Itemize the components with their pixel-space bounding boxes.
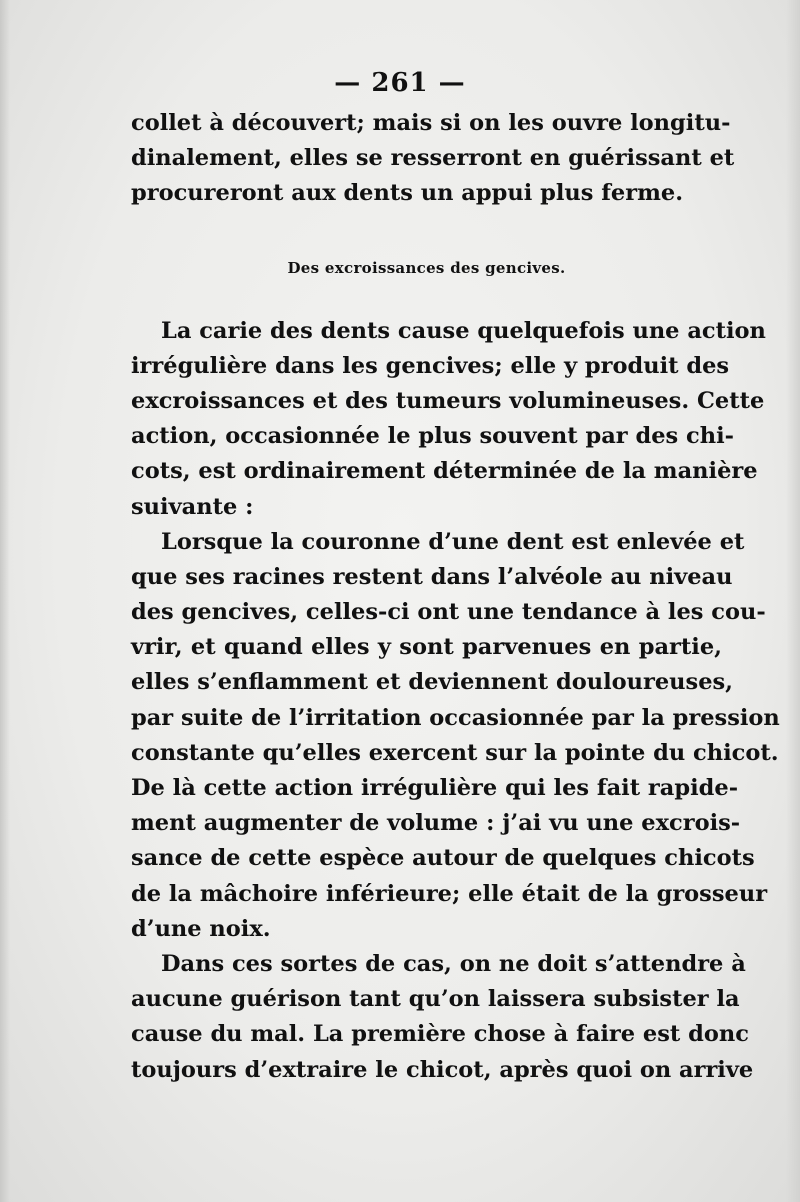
text-line: Lorsque la couronne d’une dent est enlevée et [161,528,745,555]
text-line: des gencives, celles-ci ont une tendance à les cou- [131,599,766,626]
text-line: cause du mal. La première chose à faire est donc [131,1021,749,1048]
text-line: elles s’enflamment et deviennent douloureuses, [131,669,734,696]
text-line: excroissances et des tumeurs volumineuses. Cette [131,387,765,414]
page-number: — 261 — [334,68,466,98]
paragraph-1 [131,106,735,212]
text-line: irrégulière dans les gencives; elle y produit des [131,352,730,379]
text-line: de la mâchoire inférieure; elle était de la grosseur [131,880,768,907]
text-line: procureront aux dents un appui plus ferme. [131,180,684,207]
page-edge-left [0,0,10,1202]
text-line: suivante : [131,493,254,520]
paragraph-2 [131,314,766,525]
text-line: vrir, et quand elles y sont parvenues en partie, [131,634,722,661]
page-edge-right [786,0,800,1202]
text-line: ment augmenter de volume : j’ai vu une excrois- [131,810,741,837]
text-line: La carie des dents cause quelquefois une action [161,317,766,344]
text-line: d’une noix. [131,915,271,942]
text-line: constante qu’elles exercent sur la pointe du chicot. [131,739,779,766]
text-line: que ses racines restent dans l’alvéole au niveau [131,563,733,590]
paragraph-4 [131,947,754,1088]
text-line: aucune guérison tant qu’on laissera subsister la [131,986,740,1013]
text-line: sance de cette espèce autour de quelques chicots [131,845,755,872]
text-line: dinalement, elles se resserront en guérissant et [131,145,735,172]
paragraph-3 [131,525,780,947]
section-heading: Des excroissances des gencives. [287,258,566,277]
text-line: Dans ces sortes de cas, on ne doit s’attendre à [161,950,746,977]
text-line: collet à découvert; mais si on les ouvre longitu- [131,110,731,136]
text-line: De là cette action irrégulière qui les fait rapide- [131,775,739,801]
text-line: cots, est ordinairement déterminée de la manière [131,458,758,485]
body-text [131,106,780,1088]
text-line: toujours d’extraire le chicot, après quoi on arrive [131,1056,754,1083]
text-line: action, occasionnée le plus souvent par des chi- [131,423,734,450]
text-line: par suite de l’irritation occasionnée par la pression [131,704,780,731]
